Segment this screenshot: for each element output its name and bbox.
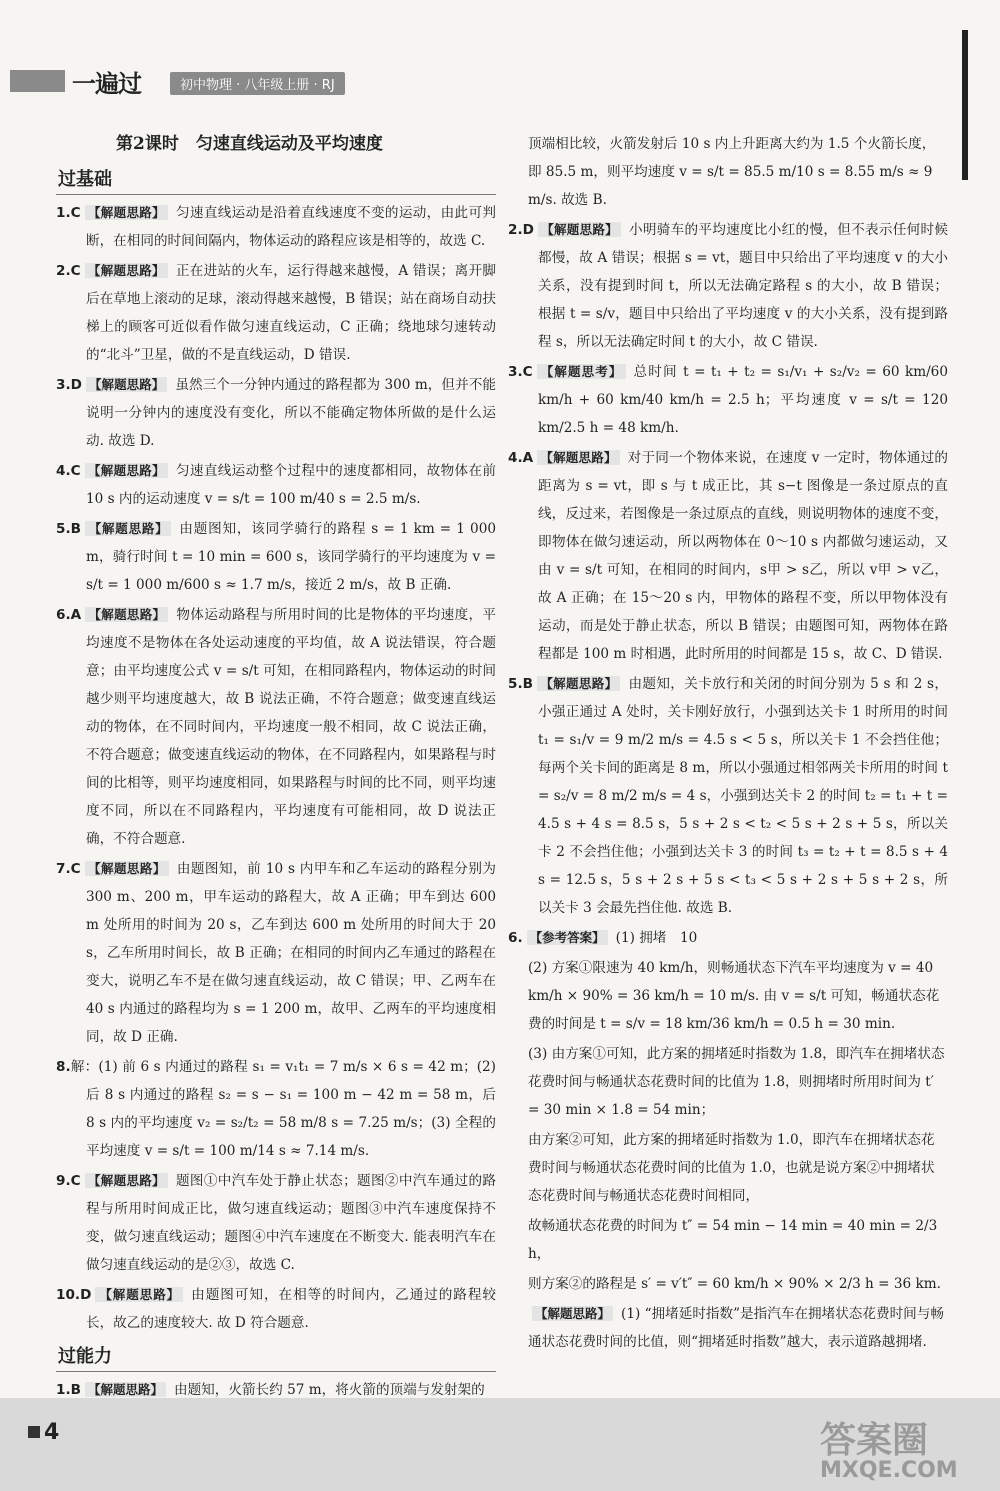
answer-tag: 【解题思考】 — [537, 364, 626, 379]
answer-tag: 【解题思路】 — [85, 521, 171, 536]
answer-item — [508, 954, 948, 1038]
answer-number: 5.B — [56, 521, 81, 537]
answer-item — [508, 1212, 948, 1268]
answer-tag: 【解题思路】 — [537, 450, 620, 465]
answer-item — [56, 199, 496, 255]
answer-tag: 【解题思路】 — [538, 222, 621, 237]
answer-item — [508, 1300, 948, 1356]
answer-tag: 【解题思路】 — [85, 1382, 166, 1397]
answer-tag: 【解题思路】 — [537, 676, 620, 691]
answer-item — [508, 444, 948, 668]
answer-tag: 【解题思路】 — [85, 463, 168, 478]
answer-item — [508, 1040, 948, 1124]
answer-number: 1.C — [56, 205, 81, 221]
answer-number: 2.C — [56, 263, 81, 279]
answer-tag: 【解题思路】 — [85, 263, 168, 278]
answer-text: 由题图可知，在相等的时间内，乙通过的路程较长，故乙的速度较大. 故 D 符合题意. — [86, 1287, 496, 1331]
page-number: 4 — [44, 1420, 60, 1445]
answer-text: 由题知，关卡放行和关闭的时间分别为 5 s 和 2 s，小强正通过 A 处时，关卡刚好放行，小强到达关卡 1 时所用的时间 t₁ = s₁/v = 9 m/2 m/s = 4.5 s < 5 s，所以关卡 1 不会挡住他；每两个关卡间的距离是 8 m，所以小强通过相邻两关卡所用的时间 t = s₂/v = 8 m/2 m/s = 4 s，小强到达关卡 2 的时间 t₂ = t₁ + t = 4.5 s + 4 s = 8.5 s，5 s + 2 s < t₂ < 5 s + 2 s + 5 s，所以关卡 2 不会挡住他；小强到达关卡 3 的时间 t₃ = t₂ + t = 8.5 s + 4 s = 12.5 s，5 s + 2 s + 5 s < t₃ < 5 s + 2 s + 5 s + 2 s，所以关卡 3 会最先挡住他. 故选 B. — [538, 676, 948, 916]
answer-item — [56, 601, 496, 853]
answer-text: 故畅通状态花费的时间为 t″ = 54 min − 14 min = 40 min = 2/3 h， — [528, 1218, 938, 1262]
answer-item — [56, 1281, 496, 1337]
right-column — [508, 130, 948, 1358]
answer-item — [56, 1053, 496, 1165]
answer-item — [508, 924, 948, 952]
answer-text: 由题图知，该同学骑行的路程 s = 1 km = 1 000 m，骑行时间 t = 10 min = 600 s，该同学骑行的平均速度为 v = s/t = 1 000 m/600 s ≈ 1.7 m/s，接近 2 m/s，故 B 正确. — [86, 521, 496, 593]
answer-number: 2.D — [508, 222, 534, 238]
header-bar — [10, 70, 65, 92]
answer-number: 3.D — [56, 377, 82, 393]
answer-tag: 【解题思路】 — [532, 1306, 613, 1321]
answer-item — [56, 1167, 496, 1279]
section-basic: 过基础 — [56, 166, 496, 195]
answer-text: 物体运动路程与所用时间的比是物体的平均速度，平均速度不是物体在各处运动速度的平均值，故 A 说法错误，符合题意；由平均速度公式 v = s/t 可知，在相同路程内，物体运动的时间越少则平均速度越大，故 B 说法正确，不符合题意；做变速直线运动的物体，在不同时间内，平均速度一般不相同，故 C 说法正确，不符合题意；做变速直线运动的物体，在不同路程内，如果路程与时间的比相等，则平均速度相同，如果路程与时间的比不同，则平均速度不同，所以在不同路程内，平均速度有可能相同，故 D 说法正确，不符合题意. — [86, 607, 496, 847]
watermark-url: MXQE.COM — [820, 1458, 958, 1483]
answer-number: 7.C — [56, 861, 81, 877]
answer-text: 匀速直线运动是沿着直线速度不变的运动，由此可判断，在相同的时间间隔内，物体运动的路程应该是相等的，故选 C. — [86, 205, 496, 249]
answer-item — [56, 257, 496, 369]
answer-item — [56, 855, 496, 1051]
page-marker-icon — [28, 1426, 40, 1438]
answer-text: (3) 由方案①可知，此方案的拥堵延时指数为 1.8，即汽车在拥堵状态花费时间与畅通状态花费时间的比值为 1.8，则拥堵时所用时间为 t′ = 30 min × 1.8 = 54 min； — [528, 1046, 945, 1118]
answer-text: 正在进站的火车，运行得越来越慢，A 错误；离开脚后在草地上滚动的足球，滚动得越来越慢，B 错误；站在商场自动扶梯上的顾客可近似看作做匀速直线运动，C 正确；绕地球匀速转动的“北斗”卫星，做的不是直线运动，D 错误. — [86, 263, 496, 363]
lesson-title: 第2课时 匀速直线运动及平均速度 — [116, 134, 383, 154]
answer-text: 虽然三个一分钟内通过的路程都为 300 m，但并不能说明一分钟内的速度没有变化，所以不能确定物体所做的是什么运动. 故选 D. — [86, 377, 496, 449]
answer-number: 1.B — [56, 1382, 81, 1398]
answer-number: 4.C — [56, 463, 81, 479]
answer-item — [508, 216, 948, 356]
header — [10, 64, 530, 98]
answer-item — [508, 1270, 948, 1298]
answer-item — [56, 457, 496, 513]
answer-number: 5.B — [508, 676, 533, 692]
answer-number: 8. — [56, 1059, 71, 1075]
answer-text: 题图①中汽车处于静止状态；题图②中汽车通过的路程与所用时间成正比，做匀速直线运动；题图③中汽车速度保持不变，做匀速直线运动；题图④中汽车速度在不断变大. 能表明汽车在做匀速直线运动的是②③，故选 C. — [86, 1173, 496, 1273]
answer-text: 总时间 t = t₁ + t₂ = s₁/v₁ + s₂/v₂ = 60 km/60 km/h + 60 km/40 km/h = 2.5 h；平均速度 v = s/t = 120 km/2.5 h = 48 km/h. — [538, 364, 948, 436]
edge-line — [962, 30, 968, 180]
answer-text: 小明骑车的平均速度比小红的慢，但不表示任何时候都慢，故 A 错误；根据 s = vt，题目中只给出了平均速度 v 的大小关系，没有提到时间 t，所以无法确定路程 s 的大小，故 B 错误；根据 t = s/v，题目中只给出了平均速度 v 的大小关系，没有提到路程 s，所以无法确定时间 t 的大小，故 C 错误. — [538, 222, 948, 350]
answer-number: 6. — [508, 930, 523, 946]
answer-tag: 【解题思路】 — [95, 1287, 183, 1302]
answer-number: 3.C — [508, 364, 533, 380]
answer-tag: 【解题思路】 — [85, 607, 168, 622]
answer-text: 匀速直线运动整个过程中的速度都相同，故物体在前 10 s 内的运动速度 v = s/t = 100 m/40 s = 2.5 m/s. — [86, 463, 496, 507]
answer-text: 顶端相比较，火箭发射后 10 s 内上升距离大约为 1.5 个火箭长度，即 85.5 m，则平均速度 v = s/t = 85.5 m/10 s = 8.55 m/s ≈ 9 m/s. 故选 B. — [528, 136, 936, 208]
answer-text: 则方案②的路程是 s′ = v′t″ = 60 km/h × 90% × 2/3 h = 36 km. — [528, 1276, 941, 1292]
answer-text: 由题图知，前 10 s 内甲车和乙车运动的路程分别为 300 m、200 m，甲车运动的路程大，故 A 正确；甲车到达 600 m 处所用的时间为 20 s，乙车到达 600 m 处所用的时间大于 20 s，乙车所用时间长，故 B 正确；在相同的时间内乙车通过的路程在变大，说明乙车不是在做匀速直线运动，故 C 错误；甲、乙两车在 40 s 内通过的路程均为 s = 1 200 m，故甲、乙两车的平均速度相同，故 D 正确. — [86, 861, 496, 1045]
answer-tag: 【解题思路】 — [85, 205, 168, 220]
answer-tag: 【解题思路】 — [85, 1173, 168, 1188]
answer-number: 10.D — [56, 1287, 92, 1303]
answer-tag: 【解题思路】 — [86, 377, 167, 392]
answer-item — [508, 358, 948, 442]
answer-number: 9.C — [56, 1173, 81, 1189]
answer-item — [508, 670, 948, 922]
answer-text: 由题知，火箭长约 57 m，将火箭的顶端与发射架的 — [174, 1382, 485, 1398]
answer-text: (2) 方案①限速为 40 km/h，则畅通状态下汽车平均速度为 v = 40 km/h × 90% = 36 km/h = 10 m/s. 由 v = s/t 可知，畅通状态花费的时间是 t = s/v = 18 km/36 km/h = 0.5 h = 30 min. — [528, 960, 940, 1032]
answer-item — [56, 515, 496, 599]
answer-text: 对于同一个物体来说，在速度 v 一定时，物体通过的距离为 s = vt，即 s 与 t 成正比，其 s−t 图像是一条过原点的直线，反过来，若图像是一条过原点的直线，则说明物体的速度不变，即物体在做匀速运动，所以两物体在 0～10 s 内都做匀速运动，又由 v = s/t 可知，在相同的时间内，s甲 > s乙，所以 v甲 > v乙，故 A 正确；在 15～20 s 内，甲物体的路程不变，所以甲物体没有运动，而是处于静止状态，所以 B 错误；由题图可知，两物体在路程都是 100 m 时相遇，此时所用的时间都是 15 s，故 C、D 错误. — [538, 450, 948, 662]
left-column — [56, 130, 496, 1406]
answer-text: 解：(1) 前 6 s 内通过的路程 s₁ = v₁t₁ = 7 m/s × 6 s = 42 m；(2) 后 8 s 内通过的路程 s₂ = s − s₁ = 100 m − 42 m = 58 m，后 8 s 内的平均速度 v₂ = s₂/t₂ = 58 m/8 s = 7.25 m/s；(3) 全程的平均速度 v = s/t = 100 m/14 s ≈ 7.14 m/s. — [70, 1059, 496, 1159]
section-ability: 过能力 — [56, 1343, 496, 1372]
logo: 一遍过 — [72, 70, 141, 98]
answer-item — [56, 371, 496, 455]
answer-text: (1) 拥堵 10 — [615, 930, 698, 946]
answer-tag: 【参考答案】 — [527, 930, 608, 945]
answer-text: (1) “拥堵延时指数”是指汽车在拥堵状态花费时间与畅通状态花费时间的比值，则“拥堵延时指数”越大，表示道路越拥堵. — [528, 1306, 944, 1350]
answer-item — [508, 130, 948, 214]
answer-tag: 【解题思路】 — [85, 861, 169, 876]
answer-number: 4.A — [508, 450, 534, 466]
answer-item — [508, 1126, 948, 1210]
answer-number: 6.A — [56, 607, 82, 623]
watermark: 答案圈 — [820, 1420, 929, 1461]
book-subtitle: 初中物理 · 八年级上册 · RJ — [170, 72, 345, 95]
answer-text: 由方案②可知，此方案的拥堵延时指数为 1.0，即汽车在拥堵状态花费时间与畅通状态花费时间的比值为 1.0，也就是说方案②中拥堵状态花费时间与畅通状态花费时间相同， — [528, 1132, 935, 1204]
